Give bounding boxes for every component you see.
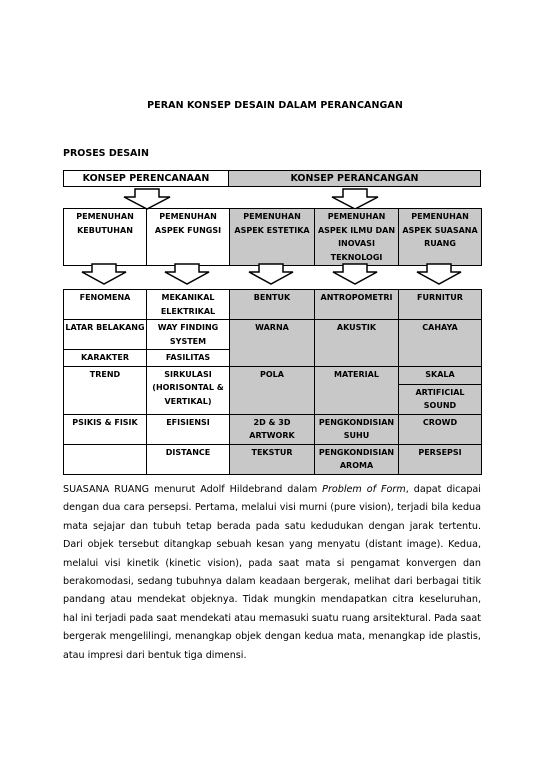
- aspect-cell: PEMENUHAN ASPEK ILMU DAN INOVASI TEKNOLOGI: [315, 209, 399, 266]
- paragraph-lead: SUASANA RUANG menurut Adolf Hildebrand dalam: [63, 484, 323, 495]
- table-cell: PSIKIS & FISIK: [64, 414, 147, 444]
- down-arrow-icon: [331, 263, 379, 285]
- down-arrow-icon: [122, 188, 172, 210]
- page-title: PERAN KONSEP DESAIN DALAM PERANCANGAN: [147, 100, 403, 111]
- table-cell: PERSEPSI: [399, 444, 482, 474]
- table-cell: LATAR BELAKANG: [64, 320, 147, 350]
- aspect-cell: PEMENUHAN ASPEK SUASANA RUANG: [399, 209, 482, 266]
- table-cell: 2D & 3D ARTWORK: [230, 414, 315, 444]
- table-cell: FENOMENA: [64, 290, 147, 320]
- down-arrow-icon: [163, 263, 211, 285]
- table-cell: [64, 444, 147, 474]
- table-cell: CAHAYA: [399, 320, 482, 367]
- down-arrow-icon: [330, 188, 380, 210]
- down-arrow-icon: [415, 263, 463, 285]
- table-cell: FASILITAS: [147, 350, 230, 367]
- design-concept-header: KONSEP PERANCANGAN: [228, 170, 481, 187]
- section-title: PROSES DESAIN: [63, 148, 149, 159]
- aspect-cell: PEMENUHAN ASPEK ESTETIKA: [230, 209, 315, 266]
- table-cell: PENGKONDISIAN SUHU: [315, 414, 399, 444]
- table-cell: AKUSTIK: [315, 320, 399, 367]
- table-cell: WARNA: [230, 320, 315, 367]
- elements-table: [63, 289, 482, 475]
- table-cell: ARTIFICIAL SOUND: [399, 384, 482, 414]
- down-arrow-icon: [247, 263, 295, 285]
- aspects-table: [63, 208, 482, 266]
- table-cell: PENGKONDISIAN AROMA: [315, 444, 399, 474]
- concept-header: [63, 170, 481, 187]
- planning-concept-header: KONSEP PERENCANAAN: [63, 170, 229, 187]
- table-cell: DISTANCE: [147, 444, 230, 474]
- book-title: Problem of Form: [322, 484, 406, 495]
- aspect-cell: PEMENUHAN ASPEK FUNGSI: [147, 209, 230, 266]
- table-cell: EFISIENSI: [147, 414, 230, 444]
- table-cell: MATERIAL: [315, 366, 399, 414]
- table-cell: BENTUK: [230, 290, 315, 320]
- table-cell: KARAKTER: [64, 350, 147, 367]
- aspect-cell: PEMENUHAN KEBUTUHAN: [64, 209, 147, 266]
- body-paragraph: [63, 481, 481, 665]
- table-cell: SIRKULASI (HORISONTAL & VERTIKAL): [147, 366, 230, 414]
- table-cell: MEKANIKAL ELEKTRIKAL: [147, 290, 230, 320]
- table-cell: TEKSTUR: [230, 444, 315, 474]
- table-cell: ANTROPOMETRI: [315, 290, 399, 320]
- table-cell: WAY FINDING SYSTEM: [147, 320, 230, 350]
- paragraph-text: , dapat dicapai dengan dua cara persepsi. Pertama, melalui visi murni (pure vision), terjadi bila kedua mata sejajar dan tubuh tetap berada pada satu kedudukan dengan jarak tertentu. Dari objek tersebut ditangkap sebuah kesan yang menyatu (distant image). Kedua, melalui visi kinetik (kinetic vision), pada saat mata si pengamat konvergen dan berakomodasi, sedang tubuhnya dalam keadaan bergerak, melihat dari berbagai titik pandang atau mendekat objeknya. Tidak mungkin mendapatkan citra keseluruhan, hal ini terjadi pada saat mendekati atau memasuki suatu ruang arsitektural. Pada saat bergerak mengelilingi, menangkap objek dengan kedua mata, menangkap ide plastis, atau impresi dari bentuk tiga dimensi.: [63, 484, 481, 661]
- table-cell: CROWD: [399, 414, 482, 444]
- table-cell: POLA: [230, 366, 315, 414]
- table-cell: FURNITUR: [399, 290, 482, 320]
- table-cell: TREND: [64, 366, 147, 414]
- down-arrow-icon: [80, 263, 128, 285]
- table-cell: SKALA: [399, 366, 482, 384]
